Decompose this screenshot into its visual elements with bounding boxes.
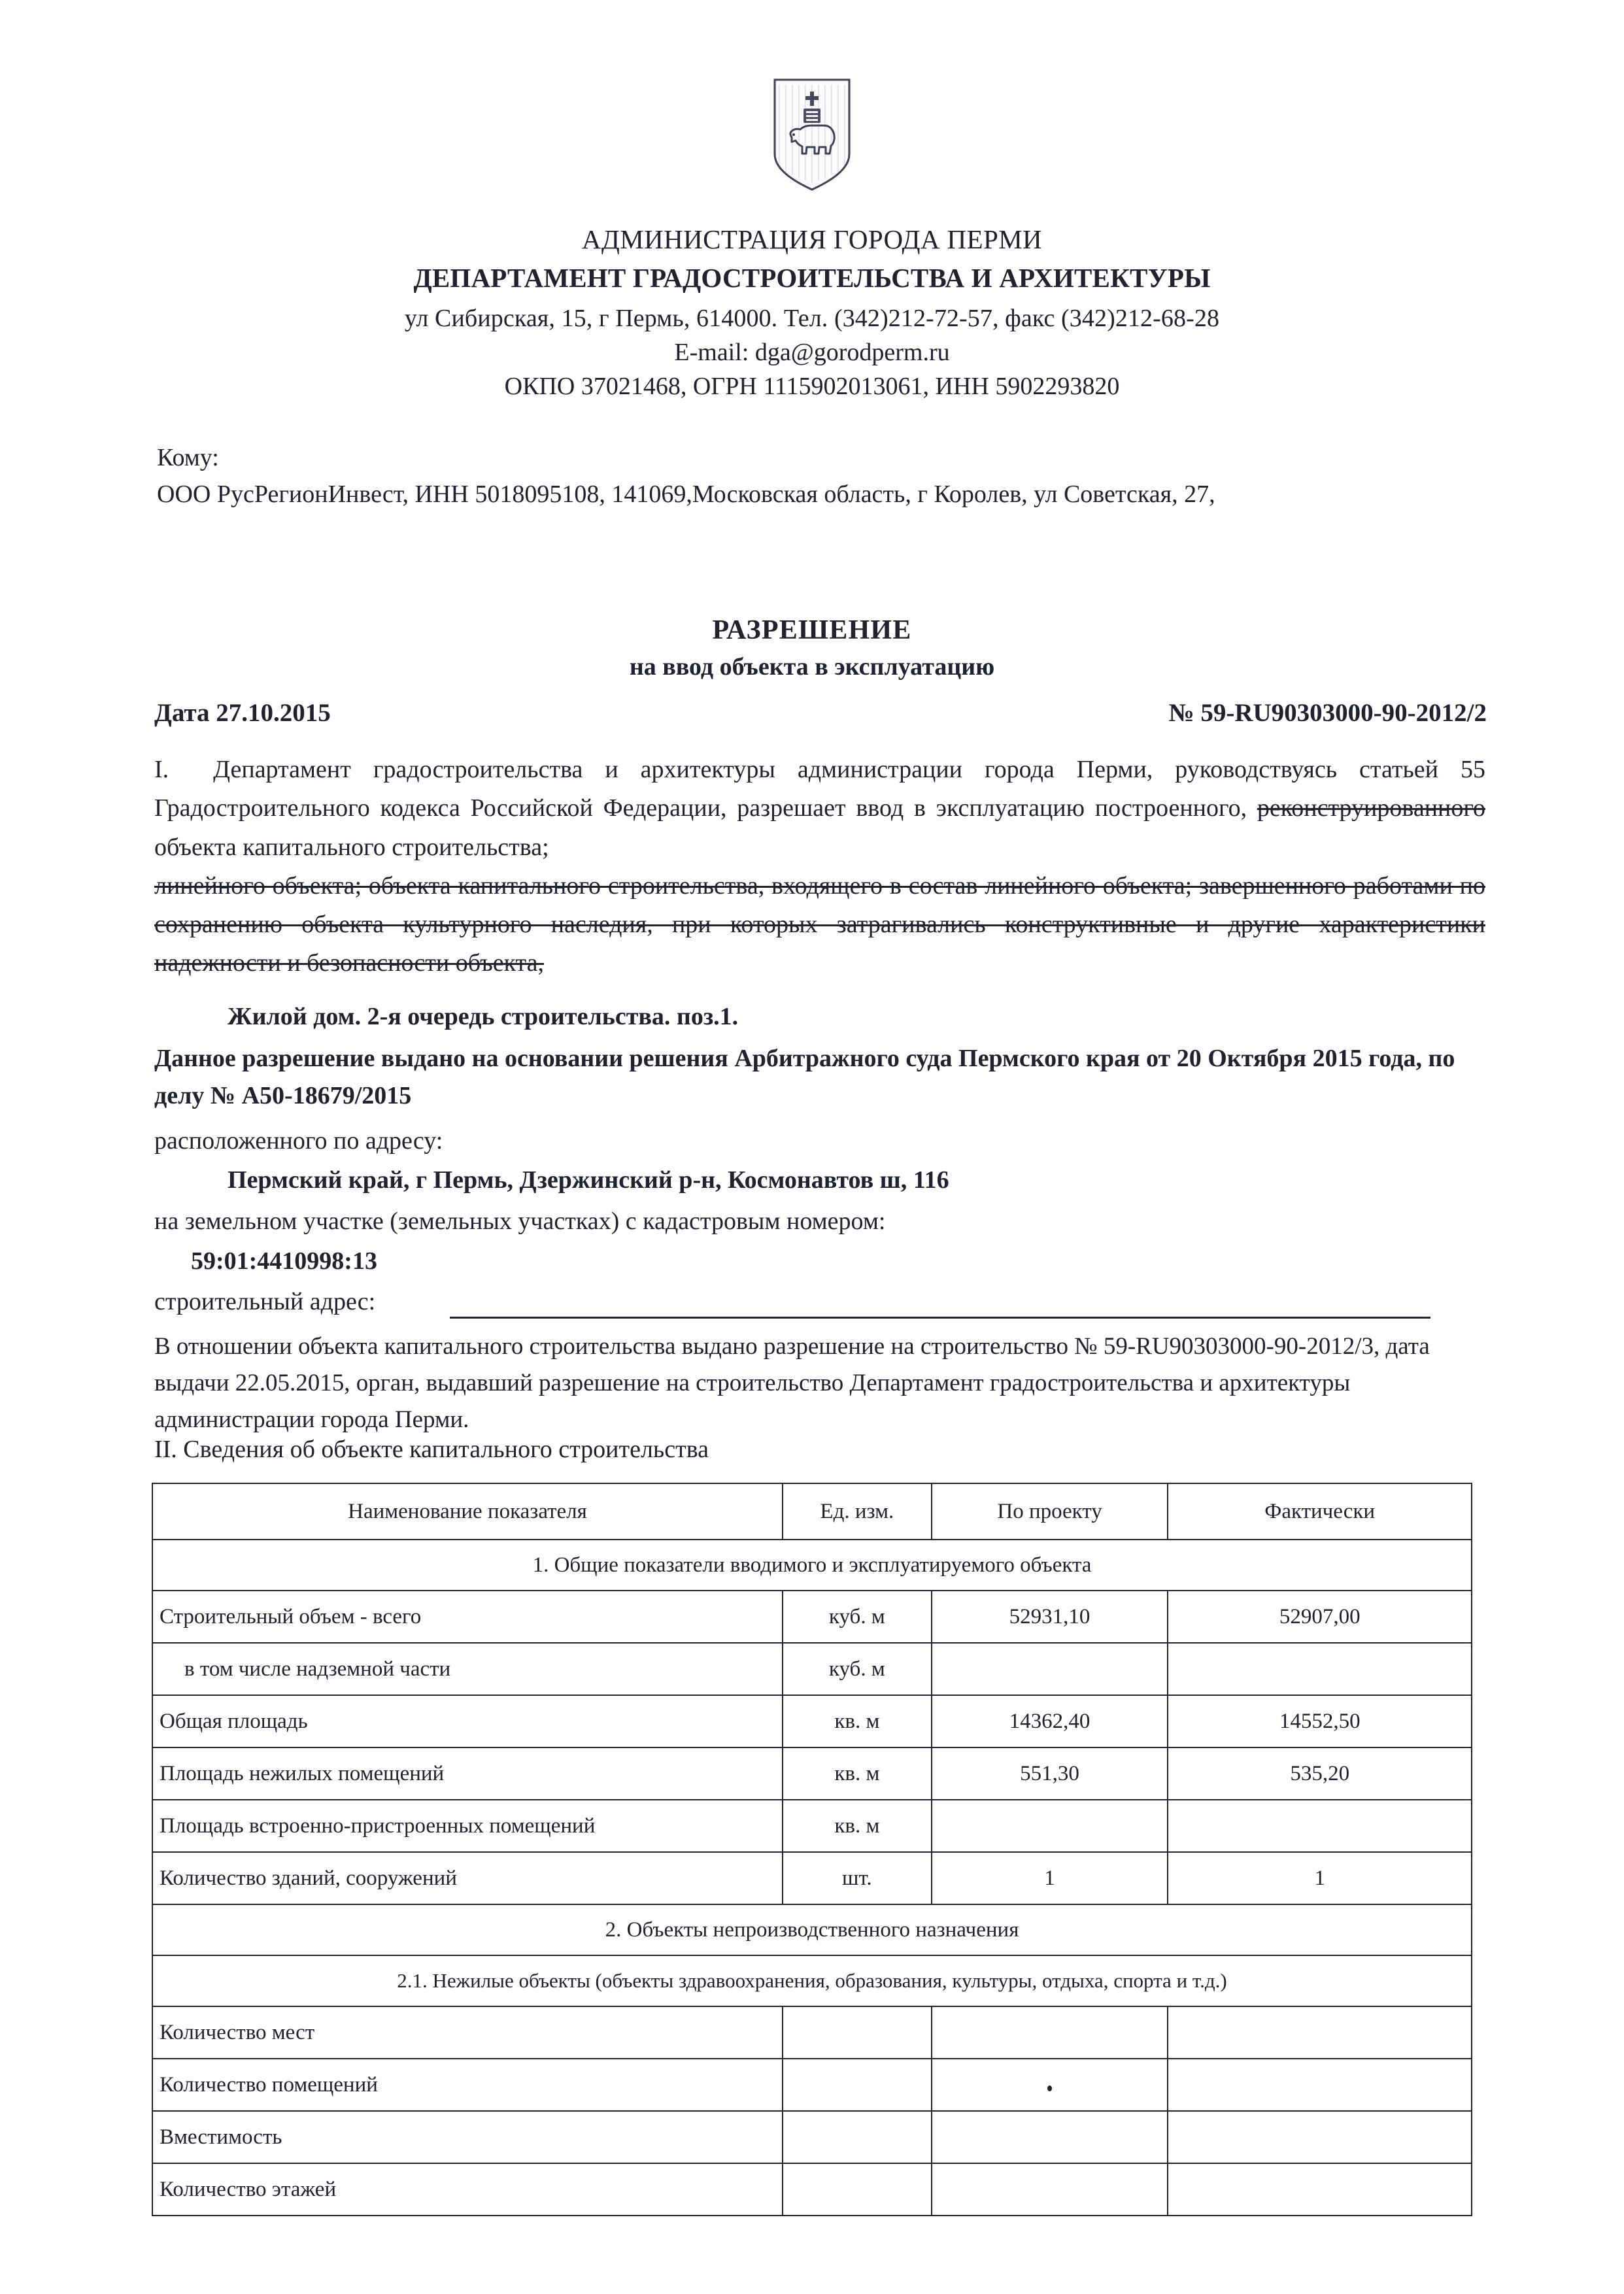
table-row: [152, 2111, 1472, 2163]
document-title-block: [0, 615, 1624, 681]
table-cell-indicator: Площадь встроенно-пристроенных помещений: [152, 1800, 783, 1852]
table-row: [152, 2006, 1472, 2059]
table-head: [152, 1483, 1472, 1540]
object-name: Жилой дом. 2-я очередь строительства. поз.1.: [228, 1003, 739, 1030]
table-subsection-row: [152, 1955, 1472, 2006]
table-row: [152, 1643, 1472, 1695]
document-title: РАЗРЕШЕНИЕ: [712, 615, 912, 645]
table-cell-project: [932, 1800, 1168, 1852]
letterhead: [0, 222, 1624, 403]
emblem-container: [0, 77, 1624, 192]
table-cell-indicator: Общая площадь: [152, 1695, 783, 1747]
table-cell-unit: [783, 2006, 932, 2059]
table-cell-project: 1: [932, 1852, 1168, 1904]
table-subsection-label: 2.1. Нежилые объекты (объекты здравоохранения, образования, культуры, отдыха, спорта и т.д.): [152, 1955, 1472, 2006]
table-row: [152, 1591, 1472, 1643]
table-cell-actual: [1168, 2059, 1472, 2111]
table-cell-actual: [1168, 2111, 1472, 2163]
cadastral-number: 59:01:4410998:13: [191, 1247, 377, 1275]
cadastral-label: на земельном участке (земельных участках) с кадастровым номером:: [154, 1207, 886, 1235]
column-header-project: По проекту: [932, 1483, 1168, 1540]
table-row: [152, 1747, 1472, 1800]
table-cell-unit: [783, 2111, 932, 2163]
table-cell-indicator: Строительный объем - всего: [152, 1591, 783, 1643]
column-header-indicator: Наименование показателя: [152, 1483, 783, 1540]
table-row: [152, 1800, 1472, 1852]
table-row: [152, 1695, 1472, 1747]
table-cell-indicator: Количество помещений: [152, 2059, 783, 2111]
table-cell-unit: шт.: [783, 1852, 932, 1904]
table-row: [152, 2059, 1472, 2111]
addressee-label: Кому:: [157, 444, 219, 471]
struck-text-reconstructed: реконструированного: [1257, 794, 1485, 822]
table-section-row: [152, 1904, 1472, 1955]
section-two-heading: II. Сведения об объекте капитального строительства: [154, 1436, 709, 1463]
table-header-row: [152, 1483, 1472, 1540]
document-subtitle: на ввод объекта в эксплуатацию: [629, 653, 995, 681]
email-line: E-mail: dga@gorodperm.ru: [674, 338, 950, 366]
addressee-block: [157, 439, 1493, 513]
table-section-label: 2. Объекты непроизводственного назначения: [152, 1904, 1472, 1955]
table-row: [152, 2163, 1472, 2216]
administration-name: АДМИНИСТРАЦИЯ ГОРОДА ПЕРМИ: [581, 224, 1043, 254]
department-name: ДЕПАРТАМЕНТ ГРАДОСТРОИТЕЛЬСТВА И АРХИТЕКТУРЫ: [413, 263, 1211, 294]
addressee-value: ООО РусРегионИнвест, ИНН 5018095108, 141069,Московская область, г Королев, ул Советская, 27,: [157, 481, 1215, 509]
legal-basis-text: Данное разрешение выдано на основании решения Арбитражного суда Пермского края от 20 Октября 2015 года, по делу № А50-18679/2015: [154, 1045, 1455, 1109]
document-number: № 59-RU90303000-90-2012/2: [1168, 699, 1487, 727]
table-cell-unit: кв. м: [783, 1747, 932, 1800]
table-cell-project: 14362,40: [932, 1695, 1168, 1747]
table-cell-unit: [783, 2059, 932, 2111]
construction-address-blank-rule: [450, 1317, 1430, 1319]
document-date: Дата 27.10.2015: [154, 699, 331, 727]
table-cell-indicator: Количество мест: [152, 2006, 783, 2059]
table-cell-project: [932, 2006, 1168, 2059]
column-header-actual: Фактически: [1168, 1483, 1472, 1540]
table-cell-project: [932, 2111, 1168, 2163]
building-permit-reference: В отношении объекта капитального строительства выдано разрешение на строительство № 59-RU90303000-90-2012/3, дата выдачи 22.05.2015, орган, выдавший разрешение на строительство Департамент градостроительства и архитектуры администрации города Перми.: [154, 1333, 1430, 1434]
table-cell-project: [932, 1643, 1168, 1695]
table-cell-actual: [1168, 2163, 1472, 2216]
postal-address-line: ул Сибирская, 15, г Пермь, 614000. Тел. (342)212-72-57, факс (342)212-68-28: [404, 304, 1220, 332]
table-cell-actual: 52907,00: [1168, 1591, 1472, 1643]
table-cell-actual: 535,20: [1168, 1747, 1472, 1800]
table-cell-indicator: Площадь нежилых помещений: [152, 1747, 783, 1800]
registry-codes-line: ОКПО 37021468, ОГРН 1115902013061, ИНН 5902293820: [504, 373, 1120, 401]
table-section-label: 1. Общие показатели вводимого и эксплуатируемого объекта: [152, 1540, 1472, 1591]
table-section-row: [152, 1540, 1472, 1591]
table-cell-unit: куб. м: [783, 1643, 932, 1695]
object-details-table-container: [152, 1483, 1472, 2216]
table-cell-unit: куб. м: [783, 1591, 932, 1643]
table-cell-indicator: в том числе надземной части: [152, 1643, 783, 1695]
table-cell-project: 551,30: [932, 1747, 1168, 1800]
table-cell-indicator: Вместимость: [152, 2111, 783, 2163]
table-cell-unit: кв. м: [783, 1800, 932, 1852]
table-cell-actual: 14552,50: [1168, 1695, 1472, 1747]
table-cell-actual: [1168, 2006, 1472, 2059]
paragraph-one: [154, 751, 1485, 983]
table-cell-actual: [1168, 1643, 1472, 1695]
paragraph-one-middle: объекта капитального строительства;: [154, 833, 549, 861]
scan-speck-mark: [1047, 2085, 1052, 2091]
table-cell-indicator: Количество этажей: [152, 2163, 783, 2216]
object-address: Пермский край, г Пермь, Дзержинский р-н, Космонавтов ш, 116: [228, 1166, 949, 1194]
paragraph-one-prefix: I. Департамент градостроительства и архитектуры администрации города Перми, руководствуясь статьей 55 Градостроительного кодекса Российской Федерации, разрешает ввод в эксплуатацию построенного,: [154, 756, 1485, 822]
table-cell-actual: [1168, 1800, 1472, 1852]
construction-address-label: строительный адрес:: [154, 1288, 376, 1315]
object-details-table: [152, 1483, 1472, 2216]
column-header-unit: Ед. изм.: [783, 1483, 932, 1540]
coat-of-arms-perm-icon: [770, 77, 854, 192]
struck-text-linear-object: линейного объекта; объекта капитального строительства, входящего в состав линейного объекта; завершенного работами по сохранению объекта культурного наследия, при которых затрагивались конструктивные и другие характеристики надежности и безопасности объекта,: [154, 871, 1485, 977]
located-at-label: расположенного по адресу:: [154, 1127, 443, 1155]
table-cell-unit: [783, 2163, 932, 2216]
table-cell-project: [932, 2059, 1168, 2111]
table-body: [152, 1540, 1472, 2216]
table-row: [152, 1852, 1472, 1904]
date-number-row: [154, 698, 1487, 728]
table-cell-indicator: Количество зданий, сооружений: [152, 1852, 783, 1904]
table-cell-project: 52931,10: [932, 1591, 1168, 1643]
table-cell-actual: 1: [1168, 1852, 1472, 1904]
table-cell-unit: кв. м: [783, 1695, 932, 1747]
table-cell-project: [932, 2163, 1168, 2216]
